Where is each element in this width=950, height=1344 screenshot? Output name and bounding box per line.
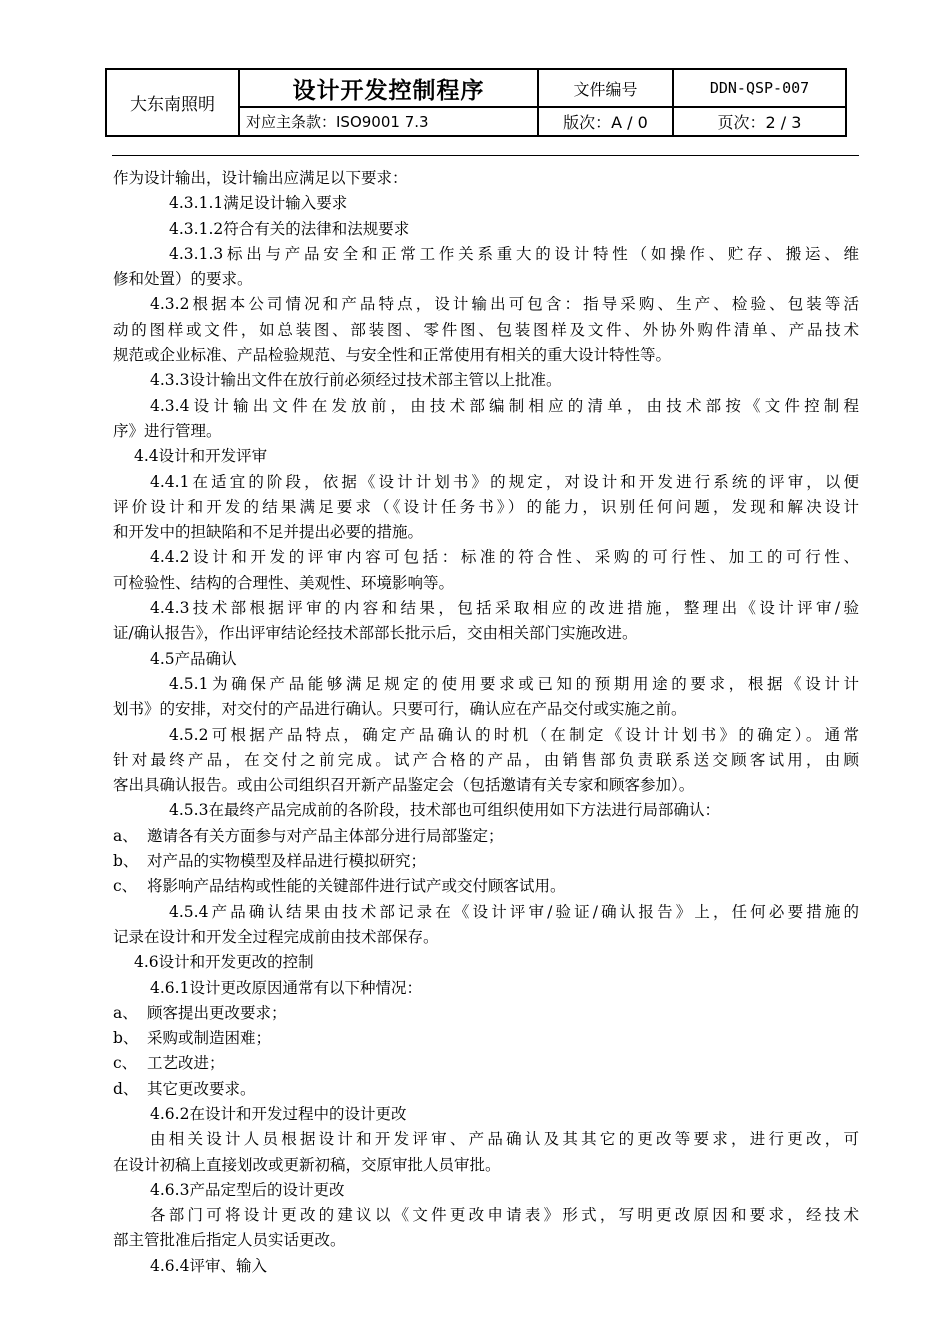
body-line: 4.3.1.3标出与产品安全和正常工作关系重大的设计特性（如操作、贮存、搬运、维 bbox=[169, 244, 859, 263]
body-line: 在设计初稿上直接划改或更新初稿，交原审批人员审批。 bbox=[113, 1155, 501, 1174]
body-line: 4.3.4设计输出文件在发放前，由技术部编制相应的清单，由技术部按《文件控制程 bbox=[150, 396, 859, 415]
list-text: 对产品的实物模型及样品进行模拟研究； bbox=[147, 852, 427, 871]
body-line: 可检验性、结构的合理性、美观性、环境影响等。 bbox=[113, 573, 455, 592]
body-line: 和开发中的担缺陷和不足并提出必要的措施。 bbox=[113, 523, 424, 542]
company-name: 大东南照明 bbox=[106, 69, 239, 136]
body-line: 4.4.2设计和开发的评审内容可包括：标准的符合性、采购的可行性、加工的可行性、 bbox=[150, 548, 859, 567]
body-line: 客出具确认报告。或由公司组织召开新产品鉴定会（包括邀请有关专家和顾客参加）。 bbox=[113, 776, 695, 795]
section-heading: 4.6设计和开发更改的控制 bbox=[134, 953, 314, 972]
section-heading: 4.6.2在设计和开发过程中的设计更改 bbox=[150, 1104, 407, 1123]
document-header-table bbox=[105, 68, 847, 137]
body-line: 规范或企业标准、产品检验规范、与安全性和正常使用有相关的重大设计特性等。 bbox=[113, 346, 672, 365]
list-text: 将影响产品结构或性能的关键部件进行试产或交付顾客试用。 bbox=[147, 877, 566, 896]
section-heading: 4.5产品确认 bbox=[150, 649, 237, 668]
body-line: 4.3.3设计输出文件在放行前必须经过技术部主管以上批准。 bbox=[150, 371, 562, 390]
file-number-label: 文件编号 bbox=[538, 69, 673, 107]
list-marker: c、 bbox=[113, 877, 138, 896]
version: 版次：A / 0 bbox=[538, 107, 673, 136]
body-line: 动的图样或文件，如总装图、部装图、零件图、包装图样及文件、外协外购件清单、产品技术 bbox=[113, 320, 859, 339]
list-item bbox=[113, 874, 859, 899]
list-marker: c、 bbox=[113, 1054, 138, 1073]
body-line: 作为设计输出，设计输出应满足以下要求： bbox=[113, 169, 408, 187]
body-line: 记录在设计和开发全过程完成前由技术部保存。 bbox=[113, 927, 439, 946]
body-line: 序》进行管理。 bbox=[113, 421, 222, 440]
body-line: 各部门可将设计更改的建议以《文件更改申请表》形式，写明更改原因和要求，经技术 bbox=[150, 1206, 859, 1225]
list-marker: a、 bbox=[113, 1003, 138, 1022]
body-line: 评价设计和开发的结果满足要求（《设计任务书》）的能力，识别任何问题，发现和解决设计 bbox=[113, 497, 859, 516]
body-line: 4.3.2根据本公司情况和产品特点，设计输出可包含：指导采购、生产、检验、包装等活 bbox=[150, 295, 859, 314]
section-heading: 4.6.4评审、输入 bbox=[150, 1256, 267, 1275]
header-rule bbox=[112, 155, 859, 156]
body-line: 4.3.1.2符合有关的法律和法规要求 bbox=[169, 219, 410, 238]
body-line: 划书》的安排，对交付的产品进行确认。只要可行，确认应在产品交付或实施之前。 bbox=[113, 700, 687, 719]
body-line: 4.4.3技术部根据评审的内容和结果，包括采取相应的改进措施，整理出《设计评审/验 bbox=[150, 599, 859, 618]
list-item bbox=[113, 1026, 859, 1051]
body-line: 4.5.1为确保产品能够满足规定的使用要求或已知的预期用途的要求，根据《设计计 bbox=[169, 674, 859, 693]
body-line: 由相关设计人员根据设计和开发评审、产品确认及其其它的更改等要求，进行更改，可 bbox=[150, 1130, 859, 1149]
body-line: 4.5.2可根据产品特点，确定产品确认的时机（在制定《设计计划书》的确定）。通常 bbox=[169, 725, 859, 744]
body-line: 4.3.1.1满足设计输入要求 bbox=[169, 194, 348, 213]
list-item bbox=[113, 849, 859, 874]
list-marker: b、 bbox=[113, 852, 139, 871]
file-number: DDN-QSP-007 bbox=[673, 69, 846, 107]
list-text: 顾客提出更改要求； bbox=[147, 1003, 287, 1022]
list-text: 邀请各有关方面参与对产品主体部分进行局部鉴定； bbox=[147, 826, 504, 845]
document-body bbox=[113, 166, 859, 1279]
body-line: 4.5.4产品确认结果由技术部记录在《设计评审/验证/确认报告》上，任何必要措施的 bbox=[169, 902, 859, 921]
list-item bbox=[113, 1051, 859, 1076]
body-line: 4.5.3在最终产品完成前的各阶段，技术部也可组织使用如下方法进行局部确认： bbox=[169, 801, 720, 820]
list-marker: a、 bbox=[113, 826, 138, 845]
body-line: 4.4.1在适宜的阶段，依据《设计计划书》的规定，对设计和开发进行系统的评审，以便 bbox=[150, 472, 859, 491]
body-line: 4.6.1设计更改原因通常有以下种情况： bbox=[150, 978, 422, 997]
page-number: 页次：2 / 3 bbox=[673, 107, 846, 136]
list-item bbox=[113, 1077, 859, 1102]
body-line: 部主管批准后指定人员实话更改。 bbox=[113, 1231, 346, 1250]
list-text: 工艺改进； bbox=[147, 1054, 225, 1073]
list-text: 其它更改要求。 bbox=[147, 1079, 256, 1098]
main-clause: 对应主条款：ISO9001 7.3 bbox=[239, 107, 538, 136]
list-marker: b、 bbox=[113, 1029, 139, 1048]
list-marker: d、 bbox=[113, 1079, 139, 1098]
body-line: 针对最终产品，在交付之前完成。试产合格的产品，由销售部负责联系送交顾客试用，由顾 bbox=[113, 750, 859, 769]
list-item bbox=[113, 1001, 859, 1026]
section-heading: 4.6.3产品定型后的设计更改 bbox=[150, 1180, 345, 1199]
body-line: 修和处置）的要求。 bbox=[113, 270, 253, 289]
list-text: 采购或制造困难； bbox=[147, 1029, 272, 1048]
body-line: 证/确认报告》，作出评审结论经技术部部长批示后，交由相关部门实施改进。 bbox=[113, 624, 638, 643]
section-heading: 4.4设计和开发评审 bbox=[134, 447, 268, 466]
list-item bbox=[113, 824, 859, 849]
document-title: 设计开发控制程序 bbox=[239, 69, 538, 107]
